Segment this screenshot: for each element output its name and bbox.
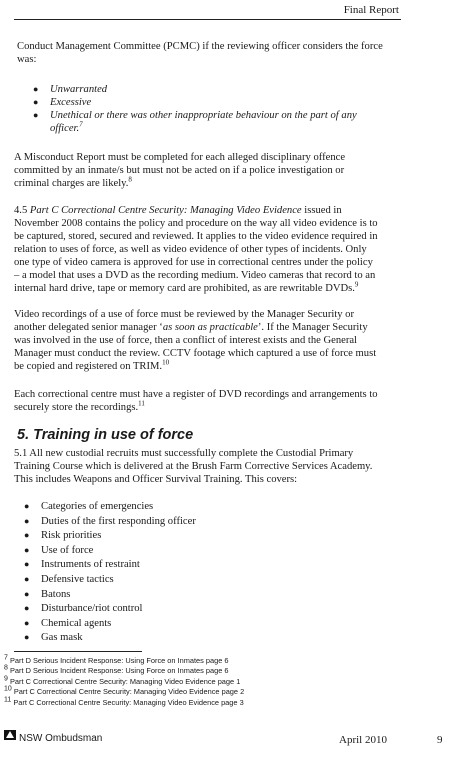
bullet-icon: ●	[33, 110, 39, 120]
footnotes	[4, 656, 404, 708]
misconduct-line-1: A Misconduct Report must be completed for each alleged disciplinary offence	[14, 152, 346, 163]
register-line-1: Each correctional centre must have a register of DVD recordings and arrangements to	[14, 389, 378, 400]
video-policy-line-3: be captured, stored, secured and reviewed. It applies to the video evidence required in	[14, 231, 378, 242]
video-review-line-3: was involved in the use of force, then a conflict of interest exists and the General	[14, 335, 358, 346]
bullet-icon: ●	[24, 588, 30, 599]
bullet-icon: ●	[24, 515, 30, 526]
force-criteria-list	[33, 83, 410, 135]
video-review-line-2: another delegated senior manager ‘as soon as practicable’. If the Manager Security	[14, 322, 368, 333]
bullet-icon: ●	[24, 632, 30, 643]
list-item: ● Use of force	[24, 544, 94, 556]
footnote: $^7$ Part D Serious Incident Response: Using Force on Inmates page 6	[4, 654, 229, 665]
footer-organisation: NSW Ombudsman	[19, 733, 103, 744]
list-item: ● Chemical agents	[24, 617, 112, 629]
list-item: ● Defensive tactics	[24, 573, 114, 585]
footnote-ref: 9	[354, 280, 359, 289]
video-policy-line-5: one type of video camera is approved for use in correctional centres under the policy	[14, 257, 373, 268]
bullet-icon: ●	[24, 544, 30, 555]
quoted-phrase: as soon as practicable	[162, 322, 258, 333]
footnote-ref: 10	[162, 358, 170, 367]
list-item: ● Categories of emergencies	[24, 501, 154, 512]
list-item: ● Unwarranted	[33, 84, 108, 95]
bullet-icon: ●	[24, 530, 30, 541]
misconduct-line-3: criminal charges are likely.$^8$	[14, 175, 132, 189]
running-header: Final Report	[343, 4, 399, 16]
bullet-icon: ●	[24, 617, 30, 628]
video-review-line-5: be copied and registered on TRIM.$^{10}$	[14, 358, 170, 372]
misconduct-line-2: committed by an inmate/s but must not be acted on if a police investigation or	[14, 165, 345, 176]
list-item: ● Unethical or there was other inappropriate behaviour on the part of any officer.$^7$	[33, 110, 357, 134]
list-item: ● Gas mask	[24, 632, 83, 644]
section5-line-2: Training Course which is delivered at the Brush Farm Corrective Services Academy.	[14, 461, 373, 472]
footnote-ref: 7	[79, 120, 83, 129]
video-policy-line-2: November 2008 contains the policy and procedure on the way all video evidence is to	[14, 218, 378, 229]
section5-line-3: This includes Weapons and Officer Survival Training. This covers:	[14, 474, 298, 485]
footnote: $^{10}$ Part C Correctional Centre Security: Managing Video Evidence page 2	[4, 685, 245, 697]
list-item: ● Disturbance/riot control	[24, 603, 143, 615]
list-item: ● Excessive	[33, 97, 92, 108]
footnote: $^8$ Part D Serious Incident Response: Using Force on Inmates page 6	[4, 664, 229, 676]
bullet-icon: ●	[33, 97, 39, 107]
register-line-2: securely store the recordings.$^{11}$	[14, 399, 145, 413]
policy-document-title: Part C Correctional Centre Security: Managing Video Evidence	[29, 205, 302, 216]
list-item: ● Duties of the first responding officer	[24, 515, 196, 527]
page-number: 9	[437, 734, 443, 746]
section-heading: 5. Training in use of force	[17, 427, 194, 443]
video-policy-line-4: relation to uses of force, as well as video evidence of other types of incidents. Only	[14, 244, 367, 255]
footnote: $^9$ Part C Correctional Centre Security: Managing Video Evidence page 1	[4, 675, 241, 686]
bullet-icon: ●	[33, 84, 39, 94]
footnote-rule	[14, 651, 142, 652]
video-review-line-4: Manager must conduct the review. CCTV footage which captured a use of force must	[14, 348, 377, 359]
nsw-ombudsman-logo-icon	[4, 728, 16, 740]
list-item: ● Batons	[24, 588, 71, 600]
bullet-icon: ●	[24, 559, 30, 570]
footnote-ref: 11	[138, 399, 145, 408]
intro-line-2: was:	[17, 54, 37, 65]
bullet-icon: ●	[24, 573, 30, 584]
footer-date: April 2010	[339, 734, 387, 746]
header-rule	[14, 19, 401, 20]
video-review-line-1: Video recordings of a use of force must be reviewed by the Manager Security or	[14, 309, 355, 320]
video-policy-line-1: 4.5 Part C Correctional Centre Security: Managing Video Evidence issued in	[14, 205, 342, 216]
list-item: ● Instruments of restraint	[24, 559, 140, 571]
video-policy-line-7: internal hard drive, tape or memory card are prohibited, as are rewritable DVDs.$^9$	[14, 280, 359, 294]
footnote-ref: 8	[128, 175, 132, 184]
bullet-icon: ●	[24, 501, 30, 511]
intro-line-1: Conduct Management Committee (PCMC) if the reviewing officer considers the force	[17, 41, 383, 52]
section5-line-1: 5.1 All new custodial recruits must successfully complete the Custodial Primary	[14, 448, 354, 459]
video-policy-line-6: – a model that uses a DVD as the recording medium. Video cameras that record to an	[14, 270, 376, 281]
bullet-icon: ●	[24, 603, 30, 614]
list-item: ● Risk priorities	[24, 530, 102, 542]
footnote: $^{11}$ Part C Correctional Centre Security: Managing Video Evidence page 3	[4, 696, 244, 707]
training-topics-list	[24, 500, 341, 646]
